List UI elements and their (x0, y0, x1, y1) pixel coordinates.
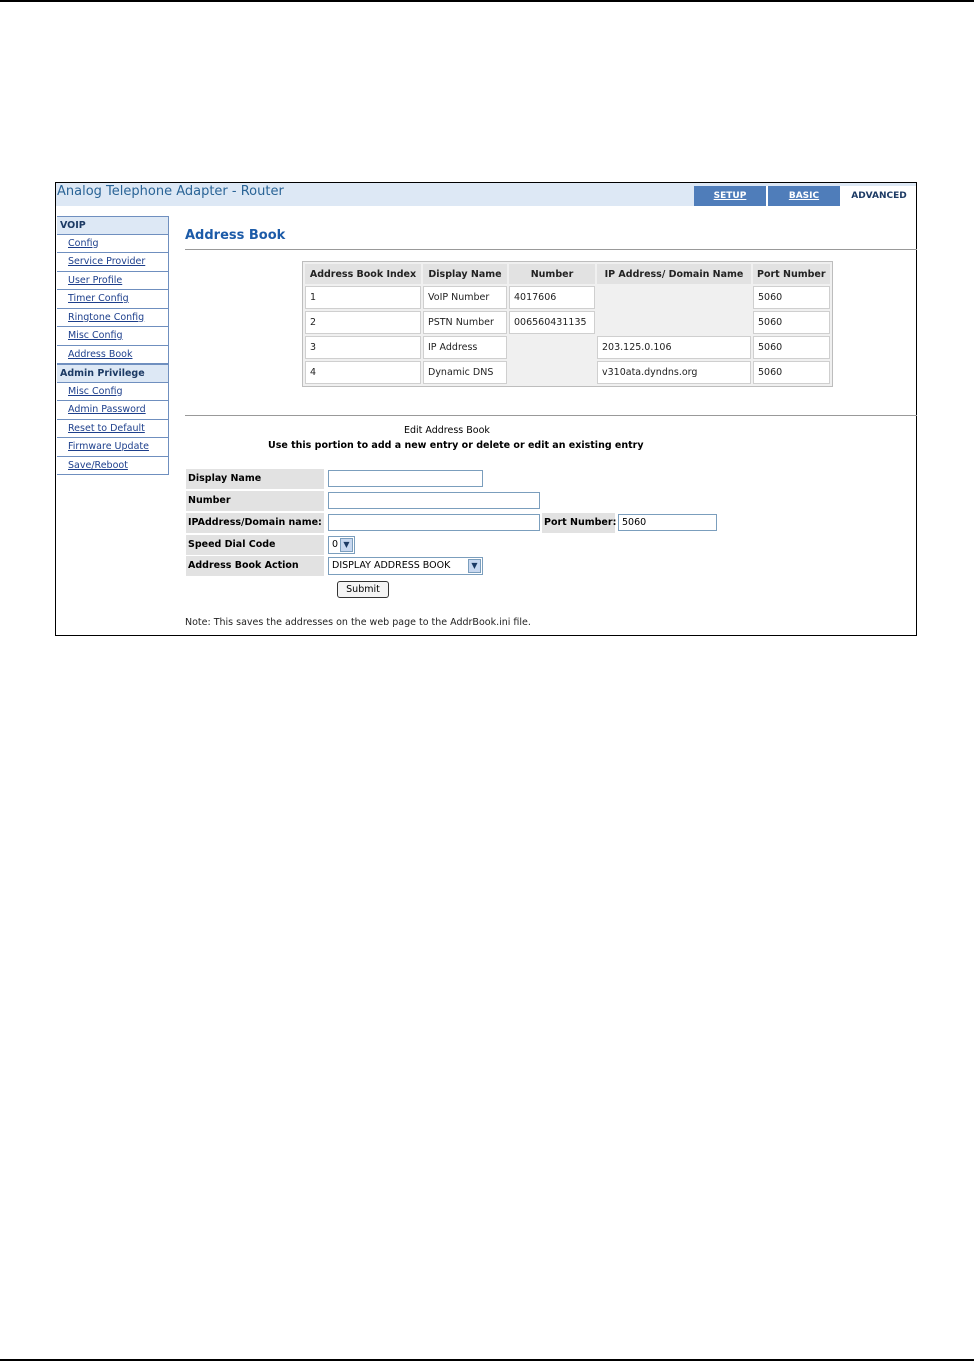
cell-index: 3 (305, 336, 421, 359)
port-number-input[interactable] (618, 514, 717, 531)
address-book-action-select[interactable] (328, 557, 483, 575)
cell-display-name: IP Address (423, 336, 507, 359)
app-title: Analog Telephone Adapter - Router (57, 184, 284, 199)
cell-number (509, 336, 595, 359)
edit-divider (185, 415, 917, 416)
ip-domain-label: IPAddress/Domain name: (186, 513, 324, 533)
tab-advanced[interactable]: ADVANCED (842, 186, 916, 206)
tab-basic[interactable]: BASIC (768, 186, 842, 206)
speed-dial-label: Speed Dial Code (186, 535, 324, 555)
column-header-port: Port Number (753, 264, 830, 284)
sidebar-item-config[interactable]: Config (57, 235, 169, 254)
sidebar (57, 216, 169, 475)
table-header-row (305, 264, 830, 284)
cell-index: 1 (305, 286, 421, 309)
cell-ip-domain (597, 311, 751, 334)
cell-display-name: Dynamic DNS (423, 361, 507, 384)
sidebar-item-save-reboot[interactable]: Save/Reboot (57, 457, 169, 476)
sidebar-item-address-book[interactable]: Address Book (57, 346, 169, 365)
footer-note: Note: This saves the addresses on the web page to the AddrBook.ini file. (185, 617, 531, 628)
cell-number: 006560431135 (509, 311, 595, 334)
sidebar-item-service-provider[interactable]: Service Provider (57, 253, 169, 272)
chevron-down-icon: ▼ (340, 538, 353, 552)
header-bar (56, 183, 916, 206)
number-label: Number (186, 491, 324, 511)
table-row (305, 361, 830, 384)
sidebar-item-admin-password[interactable]: Admin Password (57, 401, 169, 420)
column-header-number: Number (509, 264, 595, 284)
ip-domain-input[interactable] (328, 514, 540, 531)
cell-ip-domain (597, 286, 751, 309)
address-book-table (302, 261, 833, 387)
column-header-index: Address Book Index (305, 264, 421, 284)
sidebar-heading-voip: VOIP (57, 216, 169, 235)
port-number-label: Port Number: (542, 513, 615, 533)
edit-section-subtitle: Use this portion to add a new entry or delete or edit an existing entry (268, 440, 644, 451)
page-bottom-rule (0, 1359, 974, 1361)
cell-port: 5060 (753, 361, 830, 384)
cell-number: 4017606 (509, 286, 595, 309)
cell-index: 4 (305, 361, 421, 384)
speed-dial-value: 0 (332, 539, 339, 550)
router-window (55, 182, 917, 636)
table-row (305, 311, 830, 334)
table-row (305, 286, 830, 309)
edit-section-title: Edit Address Book (404, 425, 490, 436)
table-row (305, 336, 830, 359)
sidebar-item-misc-config[interactable]: Misc Config (57, 327, 169, 346)
cell-index: 2 (305, 311, 421, 334)
sidebar-item-firmware-update[interactable]: Firmware Update (57, 438, 169, 457)
cell-port: 5060 (753, 336, 830, 359)
page-title: Address Book (185, 228, 286, 243)
cell-display-name: PSTN Number (423, 311, 507, 334)
column-header-ip-domain: IP Address/ Domain Name (597, 264, 751, 284)
display-name-label: Display Name (186, 469, 324, 489)
number-input[interactable] (328, 492, 540, 509)
cell-number (509, 361, 595, 384)
submit-button[interactable]: Submit (337, 581, 389, 598)
title-divider (185, 249, 917, 250)
address-book-action-label: Address Book Action (186, 556, 324, 576)
address-book-action-value: DISPLAY ADDRESS BOOK (332, 560, 451, 571)
tab-setup[interactable]: SETUP (694, 186, 768, 206)
top-tabs (694, 186, 916, 206)
cell-port: 5060 (753, 311, 830, 334)
sidebar-heading-admin: Admin Privilege (57, 364, 169, 383)
sidebar-item-admin-misc-config[interactable]: Misc Config (57, 383, 169, 402)
cell-ip-domain: 203.125.0.106 (597, 336, 751, 359)
cell-display-name: VoIP Number (423, 286, 507, 309)
display-name-input[interactable] (328, 470, 483, 487)
column-header-display-name: Display Name (423, 264, 507, 284)
cell-port: 5060 (753, 286, 830, 309)
sidebar-item-timer-config[interactable]: Timer Config (57, 290, 169, 309)
page-top-rule (0, 0, 974, 2)
chevron-down-icon: ▼ (468, 559, 481, 573)
speed-dial-select[interactable] (328, 536, 355, 554)
cell-ip-domain: v310ata.dyndns.org (597, 361, 751, 384)
sidebar-item-user-profile[interactable]: User Profile (57, 272, 169, 291)
sidebar-item-ringtone-config[interactable]: Ringtone Config (57, 309, 169, 328)
sidebar-item-reset-to-default[interactable]: Reset to Default (57, 420, 169, 439)
